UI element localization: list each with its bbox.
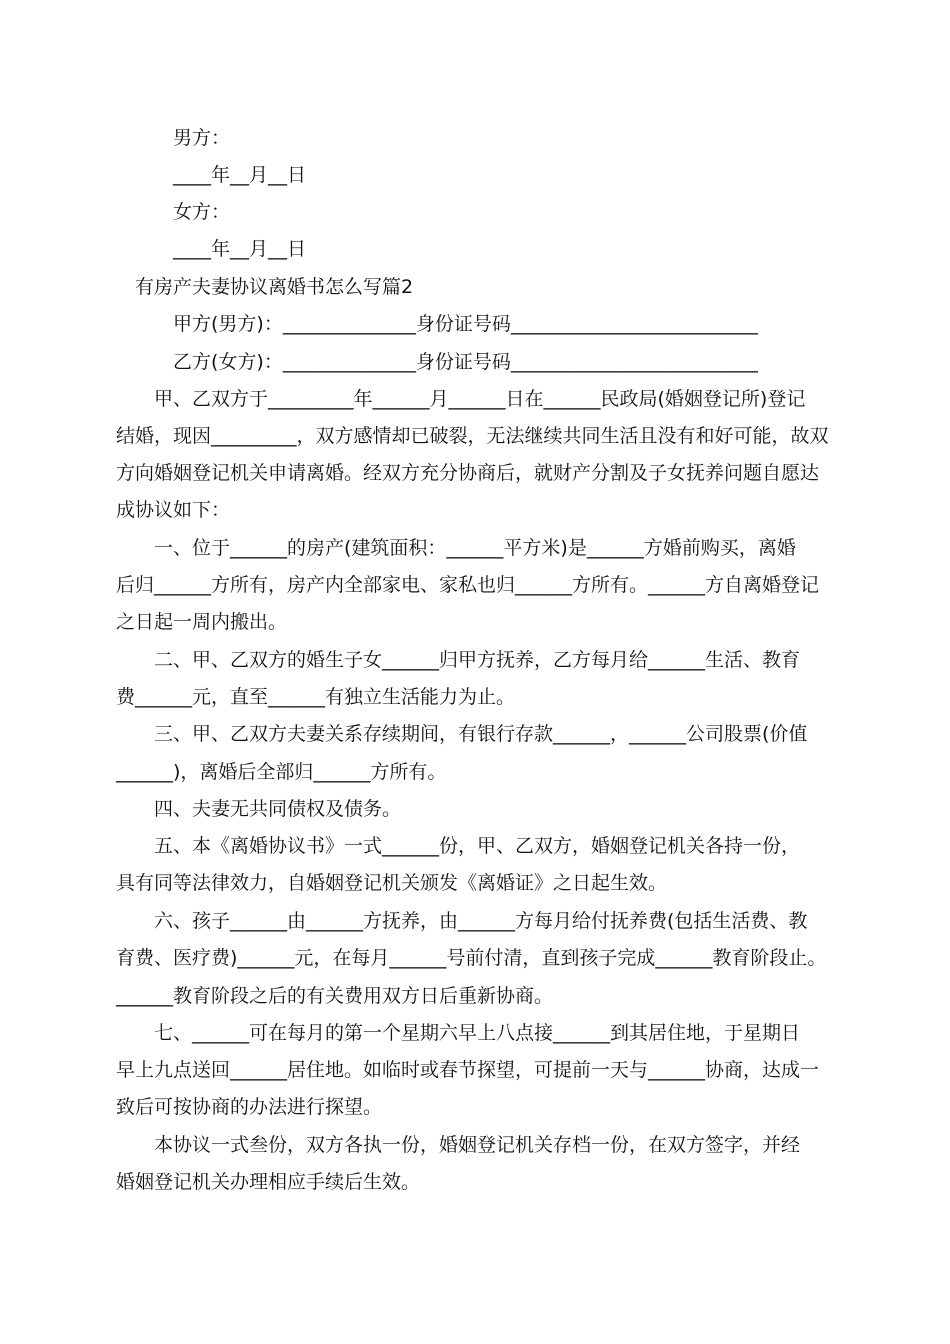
body-line: 一、位于______的房产(建筑面积：______平方米)是______方婚前购买，离婚 <box>116 537 796 559</box>
body-line: 结婚，现因_________，双方感情却已破裂，无法继续共同生活且没有和好可能，故双 <box>116 425 829 447</box>
body-line: 甲、乙双方于_________年______月______日在______民政局(婚姻登记所)登记 <box>116 388 806 410</box>
body-line: 后归______方所有，房产内全部家电、家私也归______方所有。______方自离婚登记 <box>116 574 820 596</box>
body-line: 六、孩子______由______方抚养，由______方每月给付抚养费(包括生活费、教 <box>116 910 808 932</box>
party-a-line: 甲方(男方)：______________身份证号码__________________________ <box>173 313 758 335</box>
body-line: 早上九点送回______居住地。如临时或春节探望，可提前一天与______协商，达成一 <box>116 1059 820 1081</box>
body-line: ______)，离婚后全部归______方所有。 <box>116 761 447 783</box>
female-signature-label: 女方： <box>173 201 231 223</box>
body-line: 费______元，直至______有独立生活能力为止。 <box>116 686 516 708</box>
body-line: 致后可按协商的办法进行探望。 <box>116 1096 383 1118</box>
body-line: 本协议一式叁份，双方各执一份，婚姻登记机关存档一份，在双方签字，并经 <box>116 1134 801 1156</box>
body-line: 成协议如下： <box>116 499 231 521</box>
body-line: 之日起一周内搬出。 <box>116 611 288 633</box>
male-signature-label: 男方： <box>173 127 231 149</box>
body-line: 七、______可在每月的第一个星期六早上八点接______到其居住地，于星期日 <box>116 1022 801 1044</box>
male-signature-date: ____年__月__日 <box>173 164 307 186</box>
body-line: 方向婚姻登记机关申请离婚。经双方充分协商后，就财产分割及子女抚养问题自愿达 <box>116 462 820 484</box>
body-line: 四、夫妻无共同债权及债务。 <box>116 798 402 820</box>
body-line: 婚姻登记机关办理相应手续后生效。 <box>116 1171 421 1193</box>
body-line: 三、甲、乙双方夫妻关系存续期间，有银行存款______，______公司股票(价值 <box>116 723 808 745</box>
body-line: 具有同等法律效力，自婚姻登记机关颁发《离婚证》之日起生效。 <box>116 872 668 894</box>
body-line: 五、本《离婚协议书》一式______份，甲、乙双方，婚姻登记机关各持一份， <box>116 835 801 857</box>
body-line: 二、甲、乙双方的婚生子女______归甲方抚养，乙方每月给______生活、教育 <box>116 649 801 671</box>
female-signature-date: ____年__月__日 <box>173 238 307 260</box>
party-b-line: 乙方(女方)：______________身份证号码__________________________ <box>173 351 758 373</box>
body-line: 育费、医疗费)______元，在每月______号前付清，直到孩子完成______教育阶段止。 <box>116 947 827 969</box>
body-line: ______教育阶段之后的有关费用双方日后重新协商。 <box>116 985 554 1007</box>
section-title: 有房产夫妻协议离婚书怎么写篇2 <box>135 276 414 298</box>
